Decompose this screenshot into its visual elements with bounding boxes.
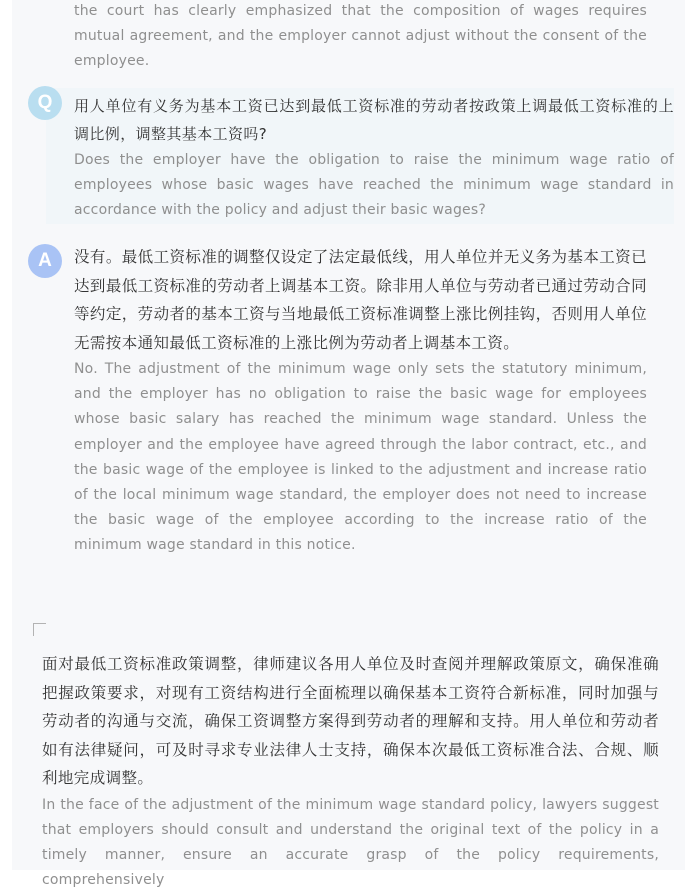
corner-bracket-decoration — [33, 623, 46, 636]
question-chinese: 用人单位有义务为基本工资已达到最低工资标准的劳动者按政策上调最低工资标准的上调比例，调整其基本工资吗? — [74, 92, 674, 148]
closing-english: In the face of the adjustment of the minimum wage standard policy, lawyers suggest that employers should consult and understand the original text of the policy in a timely manner, ensure an accurate grasp of the policy requirements, comprehensively — [42, 793, 659, 893]
answer — [74, 243, 647, 559]
answer-english: No. The adjustment of the minimum wage only sets the statutory minimum, and the employer has no obligation to raise the basic wage for employees whose basic salary has reached the minimum wage standard. Unless the employer and the employee have agreed through the labor contract, etc., and the basic wage of the employee is linked to the adjustment and increase ratio of the local minimum wage standard, the employer does not need to increase the basic wage of the employee according to the increase ratio of the minimum wage standard in this notice. — [74, 357, 647, 559]
closing-section — [42, 650, 659, 893]
question — [74, 92, 674, 224]
answer-chinese: 没有。最低工资标准的调整仅设定了法定最低线，用人单位并无义务为基本工资已达到最低工资标准的劳动者上调基本工资。除非用人单位与劳动者已通过劳动合同等约定，劳动者的基本工资与当地最低工资标准调整上涨比例挂钩，否则用人单位无需按本通知最低工资标准的上涨比例为劳动者上调基本工资。 — [74, 243, 647, 357]
question-english: Does the employer have the obligation to raise the minimum wage ratio of employees whose basic wages have reached the minimum wage standard in accordance with the policy and adjust their basic wages? — [74, 148, 674, 224]
question-badge: Q — [28, 86, 62, 120]
previous-answer-english: the court has clearly emphasized that the composition of wages requires mutual agreement, and the employer cannot adjust without the consent of the employee. — [74, 0, 647, 75]
closing-chinese: 面对最低工资标准政策调整，律师建议各用人单位及时查阅并理解政策原文，确保准确把握政策要求，对现有工资结构进行全面梳理以确保基本工资符合新标准，同时加强与劳动者的沟通与交流，确保工资调整方案得到劳动者的理解和支持。用人单位和劳动者如有法律疑问，可及时寻求专业法律人士支持，确保本次最低工资标准合法、合规、顺利地完成调整。 — [42, 650, 659, 793]
answer-badge: A — [28, 244, 62, 278]
